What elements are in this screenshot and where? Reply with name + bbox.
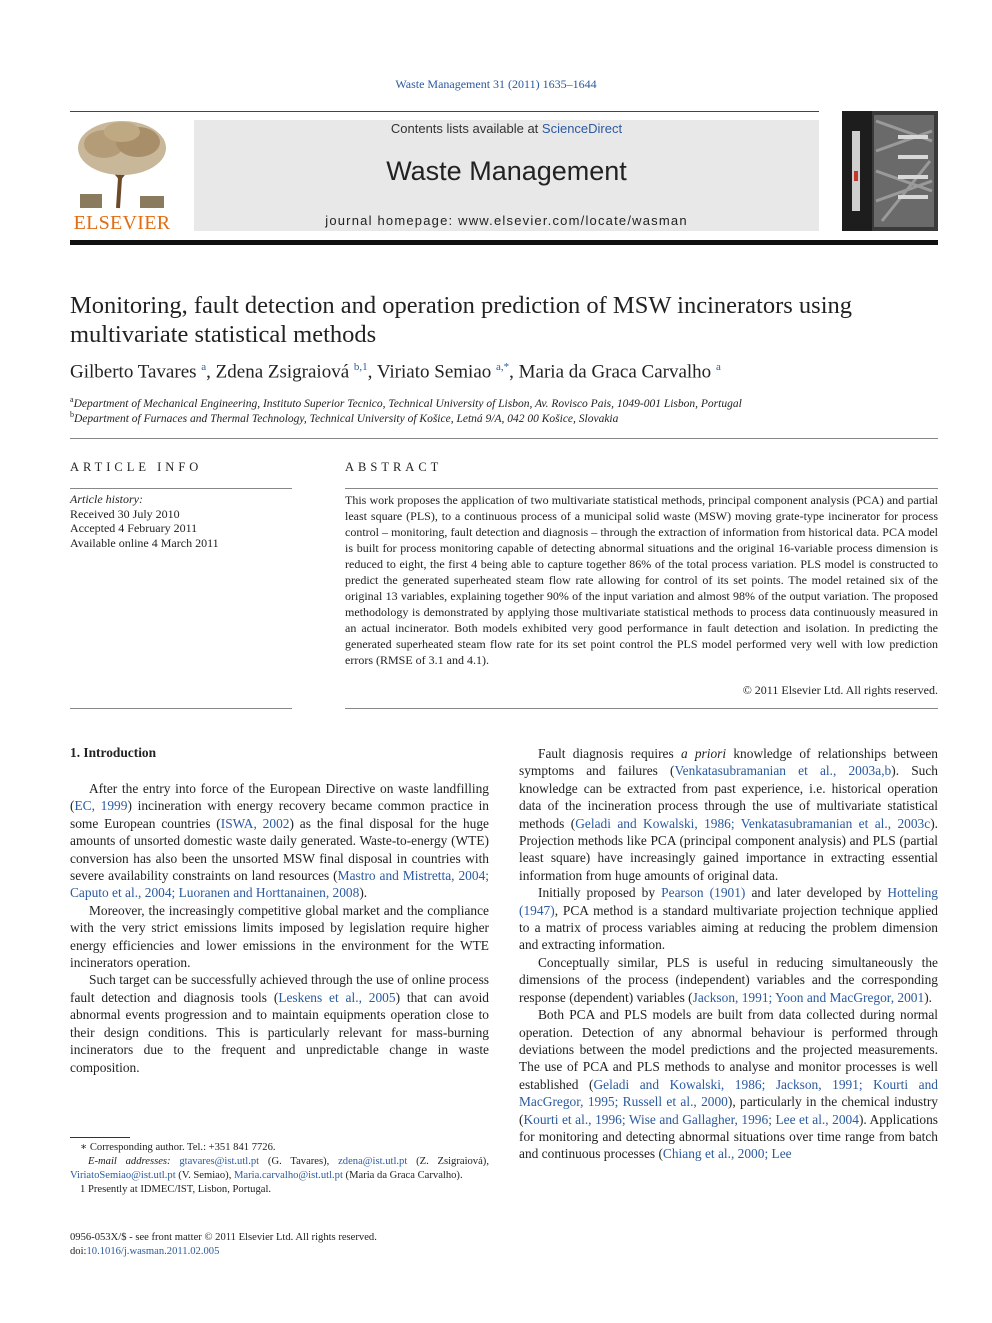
journal-citation[interactable]: Waste Management 31 (2011) 1635–1644 <box>395 77 597 91</box>
paragraph-text: Moreover, the increasingly competitive global market and the compliance with the very strict emissions limits imposed by legislation require higher energy efficiencies and lower emissions in the environment for the WTE incinerators operation. <box>70 902 489 971</box>
author-affiliation-marker[interactable]: a <box>715 361 721 373</box>
paragraph-text: Fault diagnosis requires <box>538 746 681 761</box>
accepted-date: Accepted 4 February 2011 <box>70 521 198 535</box>
paragraph-text: ). <box>359 885 368 901</box>
history-label: Article history: <box>70 492 143 506</box>
paragraph-text: ) as the final disposal for the huge amounts of unsorted domestic waste daily generated. Waste-to-energy (WTE) conversion has also been the unsorted MSW final disposal in countries with severe availability constraints on land resources ( <box>70 815 489 884</box>
body-paragraph <box>519 884 938 954</box>
author-name: Viriato Semiao <box>376 361 496 383</box>
bottom-metadata <box>70 1231 489 1259</box>
abstract-bottom-rule <box>345 708 938 709</box>
email-owner: (V. Semiao), <box>175 1170 234 1181</box>
abstract-heading: ABSTRACT <box>345 460 443 474</box>
body-column-left <box>70 780 489 1076</box>
paragraph-text: and later developed by <box>745 885 888 901</box>
abstract-copyright: © 2011 Elsevier Ltd. All rights reserved. <box>742 683 938 697</box>
author-separator: , <box>509 361 519 383</box>
affiliation-a <box>70 395 930 410</box>
paragraph-text: ). Projection methods like PCA (principal component analysis) and PLS (partial least square) have increasingly gained importance in extracting essential information from huge amounts of original data. <box>519 815 939 883</box>
abstract-rule <box>345 488 938 489</box>
article-info-bottom-rule <box>70 708 292 709</box>
paragraph-text: , PCA method is a standard multivariate projection technique applied to a matrix of process variables aiming at reducing the problem dimension and extracting information. <box>519 902 938 953</box>
citation-link[interactable]: Pearson (1901) <box>661 885 746 901</box>
publisher-wordmark: ELSEVIER <box>73 212 171 234</box>
journal-name: Waste Management <box>386 156 627 186</box>
author-name: Zdena Zsigraiová <box>215 361 354 383</box>
paragraph-text: ). <box>924 989 932 1005</box>
email-link[interactable]: ViriatoSemiao@ist.utl.pt <box>70 1170 176 1181</box>
author-affiliation-marker[interactable]: a <box>201 361 207 373</box>
present-address-note: 1 Presently at IDMEC/IST, Lisbon, Portugal. <box>80 1184 272 1195</box>
doi-prefix: doi: <box>70 1246 87 1257</box>
received-date: Received 30 July 2010 <box>70 506 180 521</box>
affiliation-a-text: Department of Mechanical Engineering, Instituto Superior Tecnico, Technical University of Lisbon, Av. Rovisco Pais, 1049-001 Lisbon, Portugal <box>73 397 742 410</box>
citation-link[interactable]: Mastro and Mistretta, 2004; Caputo et al., 2004; Luoranen and Horttanainen, 2008 <box>70 868 489 901</box>
citation-link[interactable]: Geladi and Kowalski, 1986; Venkatasubramanian et al., 2003c <box>575 815 931 831</box>
paragraph-text: ), particularly in the chemical industry ( <box>519 1094 938 1127</box>
paragraph-text: After the entry into force of the European Directive on waste landfilling ( <box>70 781 489 814</box>
paragraph-text: ) incineration with energy recovery became common practice in some European countries ( <box>70 798 489 831</box>
footnote-rule <box>70 1137 130 1138</box>
cover-thumbnail-icon <box>842 111 938 231</box>
author-affiliation-marker[interactable]: b,1 <box>353 361 368 373</box>
citation-link[interactable]: EC, 1999 <box>74 798 128 814</box>
journal-cover-image <box>842 111 938 231</box>
citation-link[interactable]: ISWA, 2002 <box>220 815 290 831</box>
paragraph-text: Initially proposed by <box>538 885 662 901</box>
email-owner: (Maria da Graca Carvalho). <box>342 1170 463 1181</box>
doi-link[interactable]: 10.1016/j.wasman.2011.02.005 <box>86 1246 220 1257</box>
article-title: Monitoring, fault detection and operation prediction of MSW incinerators using multivariate statistical methods <box>70 292 853 348</box>
header-thick-rule <box>70 240 938 245</box>
body-paragraph <box>519 954 938 1006</box>
body-paragraph <box>70 780 489 902</box>
citation-link[interactable]: Hotteling (1947) <box>519 885 938 918</box>
author-list <box>70 361 930 383</box>
author-name: Gilberto Tavares <box>70 361 202 383</box>
affiliation-b-marker: b <box>70 410 74 419</box>
citation-link[interactable]: Kourti et al., 1996; Wise and Gallagher, 1996; Lee et al., 2004 <box>523 1111 859 1127</box>
email-label: E-mail addresses: <box>88 1156 180 1167</box>
article-info-heading: ARTICLE INFO <box>70 460 203 474</box>
body-paragraph <box>519 1006 938 1163</box>
paragraph-text: ). Such knowledge can be extracted from past experience, i.e. historical operation data of the incineration process through the use of multivariate statistical methods ( <box>519 763 938 831</box>
citation-link[interactable]: Venkatasubramanian et al., 2003a,b <box>674 763 892 779</box>
email-link[interactable]: Maria.carvalho@ist.utl.pt <box>234 1170 343 1181</box>
affiliation-a-marker: a <box>70 395 74 404</box>
paragraph-text: ) that can avoid abnormal events progression and to maintain equipments operation close to their design conditions. This is particularly relevant for mass-burning incinerators due to the frequent and unpredictable change in waste composition. <box>70 989 489 1075</box>
online-date: Available online 4 March 2011 <box>70 535 219 550</box>
paragraph-text: ). Applications for monitoring and detecting abnormal situations over time range from batch and continuous processes ( <box>519 1111 938 1162</box>
contents-prefix: Contents lists available at <box>390 121 542 136</box>
footnotes <box>70 1141 489 1197</box>
affiliation-b <box>70 410 930 425</box>
author-separator: , <box>367 361 377 383</box>
citation-link[interactable]: Chiang et al., 2000; Lee <box>662 1146 792 1162</box>
affiliation-b-text: Department of Furnaces and Thermal Technology, Technical University of Košice, Letná 9/A, 042 00 Košice, Slovakia <box>74 412 619 425</box>
abstract-text: This work proposes the application of two multivariate statistical methods, principal component analysis (PCA) and partial least square (PLS), to a continuous process of a municipal solid waste (MSW) moving grate-type incinerator for process control – monitoring, fault detection and diagnosis – through the extraction of information from historical data. PCA model is built for process monitoring capable of detecting abnormal situations and the original 16-variable process dimension is reduced to eight, the first 4 being able to capture together 86% of the total process variation. PLS model is constructed to predict the generated superheated steam flow rate allowing for control of its set points. The model retained six of the original 13 variables, explaining together 90% of the input variation and almost 98% of the output variation. The proposed methodology is demonstrated by applying those multivariate statistical methods to process data continuously measured in an actual incinerator. Both models exhibited very good performance in fault detection and isolation. In predicting the generated superheated steam flow rate for its set point control the PLS model performed very well with low prediction errors (RMSE of 3.1 and 4.1). <box>345 493 938 667</box>
paragraph-text: Such target can be successfully achieved through the use of online process fault detection and diagnosis tools ( <box>70 972 489 1005</box>
body-paragraph <box>70 902 489 972</box>
article-history <box>70 492 292 550</box>
email-owner: (G. Tavares), <box>259 1156 339 1167</box>
italic-text: a priori <box>680 746 727 761</box>
paragraph-text: knowledge of relationships between symptoms and failures ( <box>519 746 938 779</box>
affiliation-divider <box>70 438 938 439</box>
corresponding-author-note: ∗ Corresponding author. Tel.: +351 841 7726. <box>80 1142 276 1153</box>
section-heading-introduction: 1. Introduction <box>70 745 157 760</box>
article-info-rule <box>70 488 292 489</box>
body-paragraph <box>70 971 489 1075</box>
email-owner: (Z. Zsigraiová), <box>407 1156 489 1167</box>
author-name: Maria da Graca Carvalho <box>518 361 716 383</box>
body-paragraph <box>519 745 938 884</box>
citation-link[interactable]: Leskens et al., 2005 <box>278 989 396 1005</box>
citation-link[interactable]: Geladi and Kowalski, 1986; Jackson, 1991; Kourti and MacGregor, 1995; Russell et al., 2000 <box>519 1076 938 1110</box>
paragraph-text: Conceptually similar, PLS is useful in reducing simultaneously the dimensions of the process (independent) variables and the corresponding response (dependent) variables ( <box>519 954 938 1005</box>
contents-line <box>194 121 819 136</box>
citation-link[interactable]: Jackson, 1991; Yoon and MacGregor, 2001 <box>692 989 925 1005</box>
author-separator: , <box>206 361 216 383</box>
journal-homepage[interactable]: journal homepage: www.elsevier.com/locate/wasman <box>325 213 688 228</box>
doi-line <box>70 1245 489 1259</box>
tree-logo-icon <box>70 118 174 210</box>
body-column-right <box>519 745 938 1163</box>
email-addresses <box>70 1155 489 1183</box>
issn-line: 0956-053X/$ - see front matter © 2011 Elsevier Ltd. All rights reserved. <box>70 1232 377 1243</box>
sciencedirect-link[interactable]: ScienceDirect <box>541 121 623 136</box>
header-divider <box>70 111 819 112</box>
paragraph-text: Both PCA and PLS models are built from data collected during normal operation. Detection of any abnormal behaviour is performed through deviations between the model predictions and the projected measurements. The use of PCA and PLS methods to analyse and monitor processes is well established ( <box>519 1007 938 1092</box>
email-link[interactable]: gtavares@ist.utl.pt <box>179 1156 260 1167</box>
author-affiliation-marker[interactable]: a,* <box>496 361 510 373</box>
email-link[interactable]: zdena@ist.utl.pt <box>338 1156 408 1167</box>
